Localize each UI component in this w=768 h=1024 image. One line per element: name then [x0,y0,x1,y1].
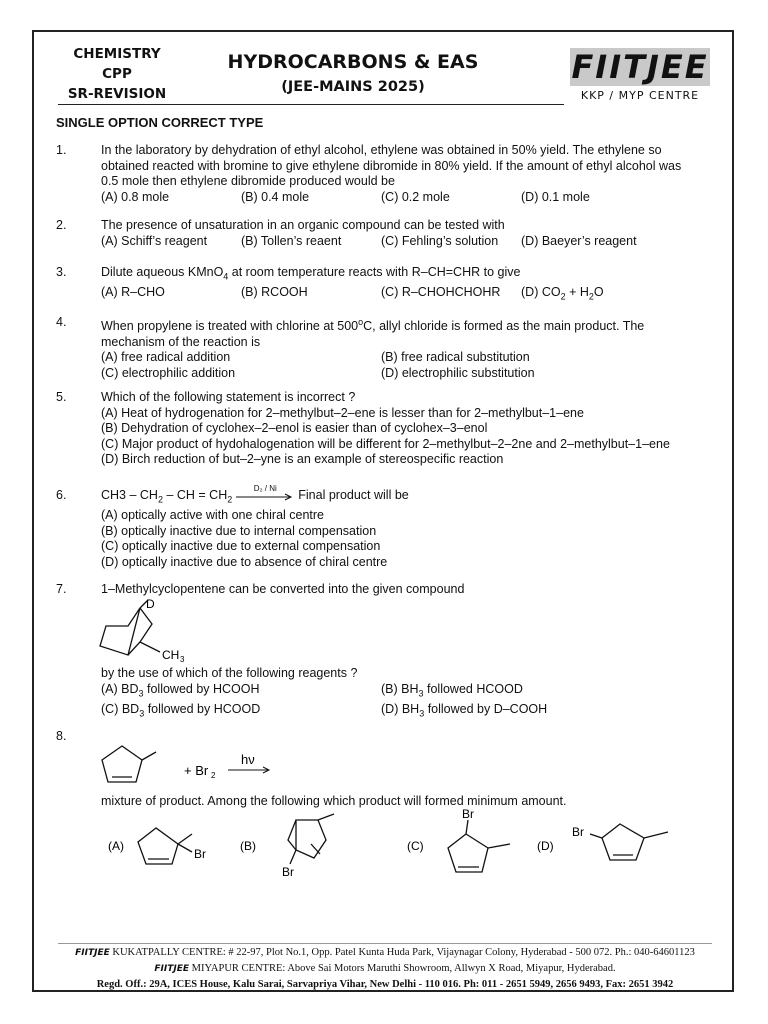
question-6 [56,483,716,570]
page-subtitle: (JEE-MAINS 2025) [281,79,425,95]
question-text-line: The presence of unsaturation in an organic compound can be tested with [101,218,505,232]
option-b-bromo-label: Br [282,865,294,879]
reaction-arrow [234,483,296,503]
question-text-line: mixture of product. Among the following which product will formed minimum amount. [101,794,567,808]
question-7-options [56,666,716,722]
question-number: 1. [56,143,67,157]
option-d: (D) Baeyer’s reagent [521,233,637,248]
question-text-line: by the use of which of the following reagents ? [101,666,358,680]
question-1 [56,143,716,205]
question-text-line: 1–Methylcyclopentene can be converted into the given compound [101,582,465,596]
header-batch: SR-REVISION [67,86,167,102]
option-d-label: (D) [537,839,554,853]
option-c: (C) R–CHOHCHOHR [381,285,501,299]
option-b: (B) RCOOH [241,285,308,299]
footer-brand: FIITJEE [154,964,190,974]
option-b: (B) 0.4 mole [241,189,310,204]
bromine-reagent: + Br [184,763,209,778]
question-text-line: 0.5 mole then ethylene dibromide produced would be [101,174,395,188]
footer-kukatpally-line: FIITJEE KUKATPALLY CENTRE: # 22-97, Plot No.1, Opp. Patel Kunta Huda Park, Vijaynagar Colony, Hyderabad - 500 072. Ph.: 040-64601123 [75,947,695,958]
option-c: (C) Fehling’s solution [381,233,499,248]
header-title-block [200,50,506,98]
question-text-line: mechanism of the reaction is [101,334,261,349]
question-4 [56,315,716,381]
question-text-line: $CH3 - CH_2$ – CH = $CH_2$ D₂ / Ni Final product will be [101,488,716,508]
header-cpp: CPP [102,66,132,82]
option-a: (A) Heat of hydrogenation for 2–methylbut–2–ene is lesser than for 2–methylbut–1–ene [101,405,584,420]
option-a: (A) $BD_3$ followed by HCOOH [101,681,260,698]
option-a: (A) R–CHO [101,285,165,299]
option-b: (B) $BH_3$ followed HCOOD [381,681,523,698]
deuterated-methylcyclopentane-structure [96,596,206,666]
question-number: 2. [56,218,67,232]
option-b: (B) Dehydration of cyclohex–2–enol is easier than of cyclohex–3–enol [101,421,488,435]
question-text-line: obtained reacted with bromine to give ethylene dibromide in 80% yield. If the amount of ethyl alcohol was [101,158,682,173]
question-text-line: In the laboratory by dehydration of ethyl alcohol, ethylene was obtained in 50% yield. The ethylene so [101,143,662,157]
option-d: (D) Birch reduction of but–2–yne is an example of stereospecific reaction [101,452,504,466]
light-condition: hν [241,752,255,767]
option-d: (D) electrophilic substitution [381,365,535,380]
page-title: HYDROCARBONS & EAS [227,51,479,73]
centre-label: KKP / MYP CENTRE [580,89,700,102]
header-divider [58,104,564,105]
question-text-line: Which of the following statement is incorrect ? [101,390,356,404]
fiitjee-logo: FIITJEE [571,48,709,86]
option-d: (D) $CO_2 + H_2O$ [521,285,604,302]
bromination-product-options [96,808,696,886]
question-3 [56,265,716,305]
option-a-label: (A) [108,839,124,853]
option-c: (C) $BD_3$ followed by HCOOD [101,701,261,718]
methyl-label: CH [162,648,180,662]
option-c-label: (C) [407,839,424,853]
section-title: SINGLE OPTION CORRECT TYPE [56,115,264,130]
header-subject: CHEMISTRY [73,46,161,62]
option-c: (C) optically inactive due to external compensation [101,539,381,553]
footer-miyapur-line: FIITJEE MIYAPUR CENTRE: Above Sai Motors Maruthi Showroom, Allwyn X Road, Miyapur, Hyderabad. [154,963,616,974]
option-d: (D) 0.1 mole [521,189,590,204]
question-number: 3. [56,265,67,279]
option-a-bromo-label: Br [194,847,206,861]
bromine-subscript: 2 [211,771,216,780]
question-number: 5. [56,390,67,404]
methylcyclopentene-reaction [96,742,296,792]
arrow-reagent-label: D₂ / Ni [253,483,277,493]
footer-regd-office: Regd. Off.: 29A, ICES House, Kalu Sarai, Sarvapriya Vihar, New Delhi - 110 016. Ph: 011 - 2651 5949, 2656 9493, Fax: 2651 3942 [96,979,674,990]
question-number: 7. [56,582,67,596]
option-d: (D) $BH_3$ followed by D–COOH [381,701,548,718]
option-c-bromo-label: Br [462,808,474,821]
question-5 [56,390,716,468]
question-number: 4. [56,315,67,329]
header-course-block [58,44,176,104]
footer-divider [58,943,712,944]
footer [58,945,712,992]
deuterium-label: D [146,597,155,611]
option-a: (A) Schiff’s reagent [101,233,208,248]
question-text-line: When propylene is treated with chlorine at 500$^o$C, allyl chloride is formed as the main product. The [101,317,645,334]
option-b: (B) Tollen’s reaent [241,233,342,248]
option-b: (B) optically inactive due to internal compensation [101,523,377,538]
option-c: (C) 0.2 mole [381,189,450,204]
footer-brand: FIITJEE [75,948,110,958]
option-b-label: (B) [240,839,256,853]
option-d: (D) optically inactive due to absence of chiral centre [101,554,388,569]
question-text-line: Dilute aqueous KMnO$_4$ at room temperature reacts with R–CH=CHR to give [101,265,521,282]
option-d-bromo-label: Br [572,825,584,839]
option-a: (A) optically active with one chiral centre [101,508,325,522]
option-a: (A) 0.8 mole [101,189,170,204]
option-b: (B) free radical substitution [381,350,530,365]
option-c: (C) electrophilic addition [101,365,236,380]
methyl-subscript: 3 [180,655,185,664]
option-a: (A) free radical addition [101,350,231,365]
question-number: 8. [56,729,67,743]
question-number: 6. [56,488,67,502]
question-2 [56,218,716,249]
option-c: (C) Major product of hydohalogenation will be different for 2–methylbut–2–2ne and 2–methylbut–1–ene [101,436,670,451]
